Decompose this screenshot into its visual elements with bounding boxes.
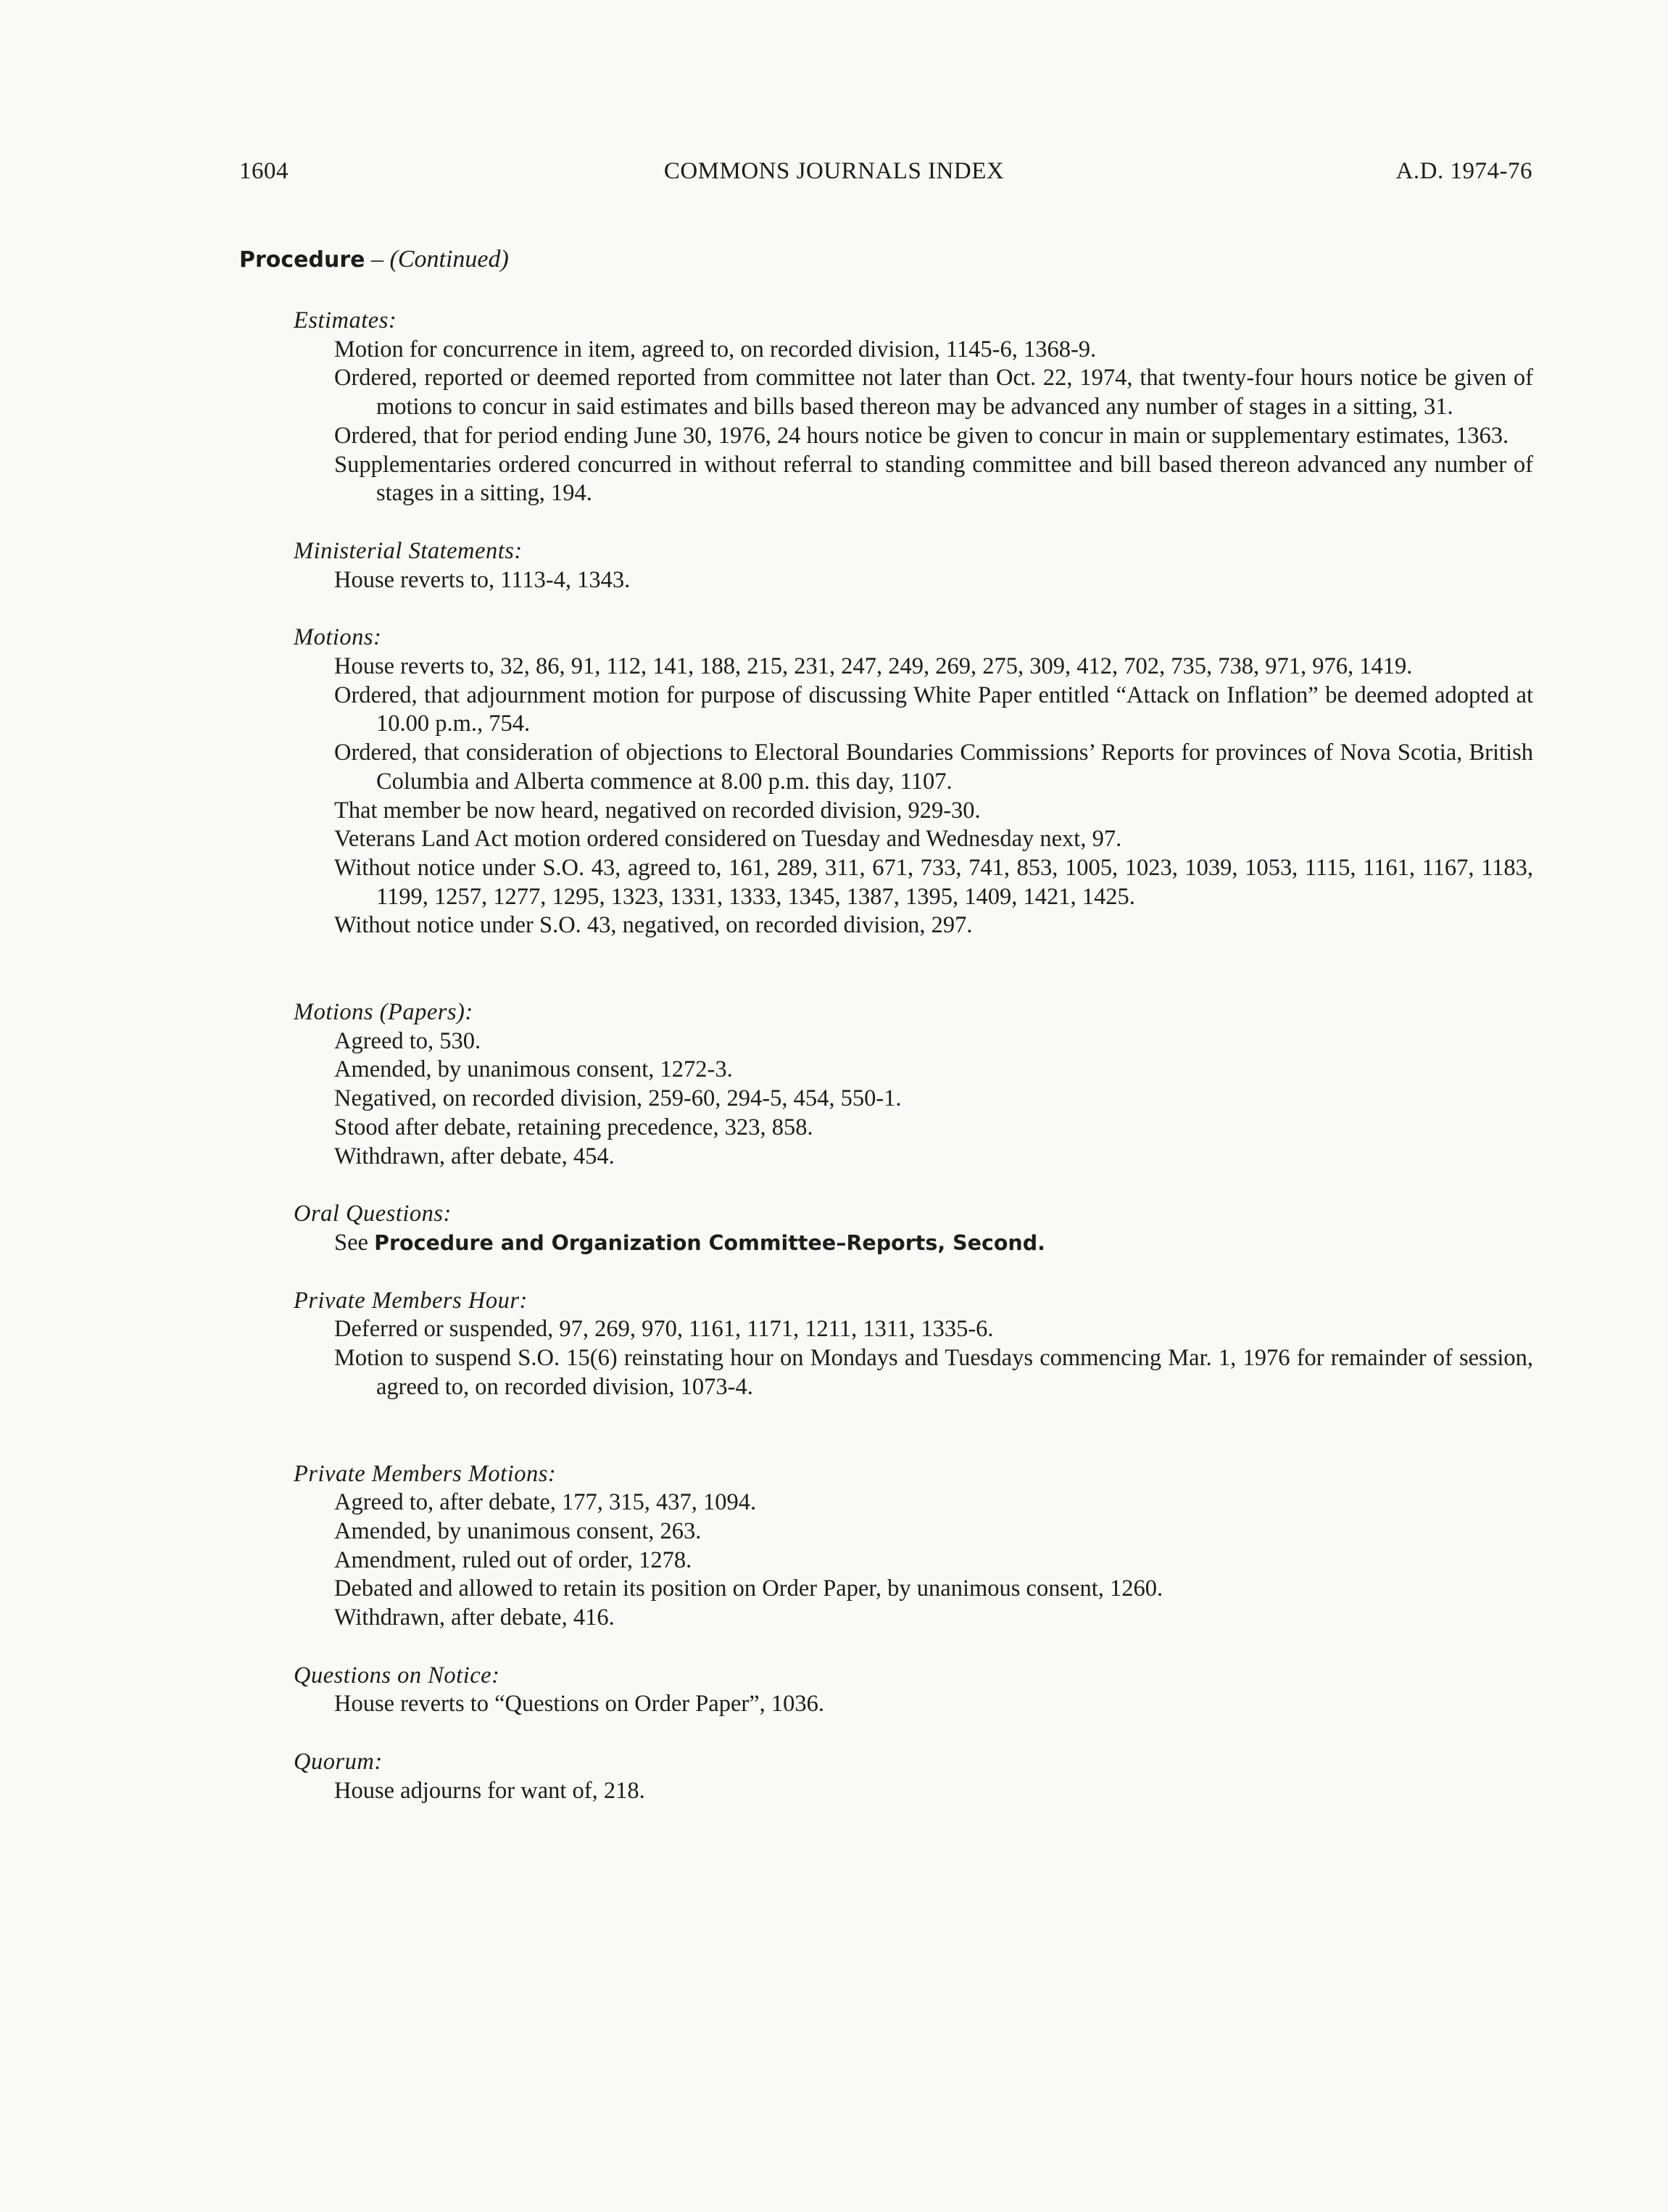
index-content — [294, 307, 1533, 1806]
running-title: COMMONS JOURNALS INDEX — [663, 158, 1005, 184]
section-title: Private Members Motions: — [294, 1460, 557, 1487]
index-entry: Veterans Land Act motion ordered considered on Tuesday and Wednesday next, 97. — [334, 826, 1122, 853]
index-entry: House reverts to “Questions on Order Paper”, 1036. — [334, 1691, 825, 1718]
index-entry: Ordered, that adjournment motion for purpose of discussing White Paper entitled “Attack on Inflation” be deemed adopted at 10.00 p.m., 754. — [334, 682, 1533, 737]
section-title: Ministerial Statements: — [294, 537, 523, 564]
section-motions-papers — [294, 998, 1533, 1171]
index-entry: Supplementaries ordered concurred in without referral to standing committee and bill based thereon advanced any number of stages in a sitting, 194. — [334, 451, 1533, 507]
index-entry: Amended, by unanimous consent, 263. — [334, 1517, 702, 1544]
section-title: Questions on Notice: — [294, 1662, 500, 1689]
index-entry: House adjourns for want of, 218. — [334, 1777, 645, 1804]
index-entry: Ordered, that consideration of objections to Electoral Boundaries Commissions’ Reports for provinces of Nova Scotia, British Columbia and Alberta commence at 8.00 p.m. this day, 1107. — [334, 740, 1533, 795]
index-entry: Without notice under S.O. 43, negatived, on recorded division, 297. — [334, 912, 973, 939]
section-estimates — [294, 307, 1533, 508]
section-quorum — [294, 1748, 1533, 1805]
heading-continued: (Continued) — [389, 246, 509, 273]
index-entry: Amended, by unanimous consent, 1272-3. — [334, 1056, 733, 1083]
cross-reference: Procedure and Organization Committee–Reports, Second. — [374, 1230, 1045, 1255]
index-entry: Withdrawn, after debate, 454. — [334, 1143, 615, 1169]
section-title: Estimates: — [294, 307, 397, 334]
section-title: Private Members Hour: — [294, 1287, 528, 1314]
section-questions-on-notice — [294, 1662, 1533, 1719]
index-entry: Debated and allowed to retain its position on Order Paper, by unanimous consent, 1260. — [334, 1575, 1163, 1602]
section-title: Quorum: — [294, 1749, 383, 1776]
index-entry: Ordered, that for period ending June 30, 1976, 24 hours notice be given to concur in main or supplementary estimates, 1363. — [334, 422, 1509, 449]
section-motions — [294, 624, 1533, 940]
heading-subject: Procedure — [239, 247, 365, 273]
index-entry: House reverts to, 32, 86, 91, 112, 141, 188, 215, 231, 247, 249, 269, 275, 309, 412, 702, 735, 738, 971, 976, 1419. — [334, 653, 1413, 680]
index-entry: That member be now heard, negatived on recorded division, 929-30. — [334, 797, 981, 824]
index-entry: Negatived, on recorded division, 259-60, 294-5, 454, 550-1. — [334, 1085, 902, 1112]
index-entry: Motion for concurrence in item, agreed to, on recorded division, 1145-6, 1368-9. — [334, 336, 1097, 363]
section-ministerial-statements — [294, 537, 1533, 595]
section-oral-questions — [294, 1200, 1533, 1257]
section-title: Motions (Papers): — [294, 999, 473, 1026]
section-private-members-motions — [294, 1460, 1533, 1633]
page-number: 1604 — [239, 158, 289, 184]
index-entry: House reverts to, 1113-4, 1343. — [334, 566, 631, 593]
heading-dash: – — [371, 246, 383, 273]
index-entry: Ordered, reported or deemed reported from committee not later than Oct. 22, 1974, that twenty-four hours notice be given of motions to concur in said estimates and bills based thereon may be advanced any number of stages in a sitting, 31. — [334, 365, 1533, 421]
section-private-members-hour — [294, 1287, 1533, 1402]
see-prefix: See — [334, 1229, 368, 1256]
index-entry: Agreed to, after debate, 177, 315, 437, 1094. — [334, 1489, 757, 1516]
index-entry: Deferred or suspended, 97, 269, 970, 1161, 1171, 1211, 1311, 1335-6. — [334, 1316, 994, 1343]
index-entry: Agreed to, 530. — [334, 1027, 481, 1054]
see-reference-entry — [334, 1229, 1533, 1258]
section-title: Motions: — [294, 624, 382, 651]
index-entry: Without notice under S.O. 43, agreed to, 161, 289, 311, 671, 733, 741, 853, 1005, 1023, 1039, 1053, 1115, 1161, 1167, 1183, 1199, 1257, 1277, 1295, 1323, 1331, 1333, 1345, 1387, 1395, 1409, 1421, 1425. — [334, 854, 1533, 910]
index-heading — [239, 246, 509, 273]
index-entry: Motion to suspend S.O. 15(6) reinstating hour on Mondays and Tuesdays commencing Mar. 1, 1976 for remainder of session, agreed to, on recorded division, 1073-4. — [334, 1345, 1533, 1400]
year-range: A.D. 1974-76 — [1395, 158, 1532, 184]
index-entry: Stood after debate, retaining precedence, 323, 858. — [334, 1114, 813, 1140]
index-entry: Withdrawn, after debate, 416. — [334, 1604, 615, 1631]
section-title: Oral Questions: — [294, 1201, 452, 1227]
index-entry: Amendment, ruled out of order, 1278. — [334, 1546, 692, 1573]
